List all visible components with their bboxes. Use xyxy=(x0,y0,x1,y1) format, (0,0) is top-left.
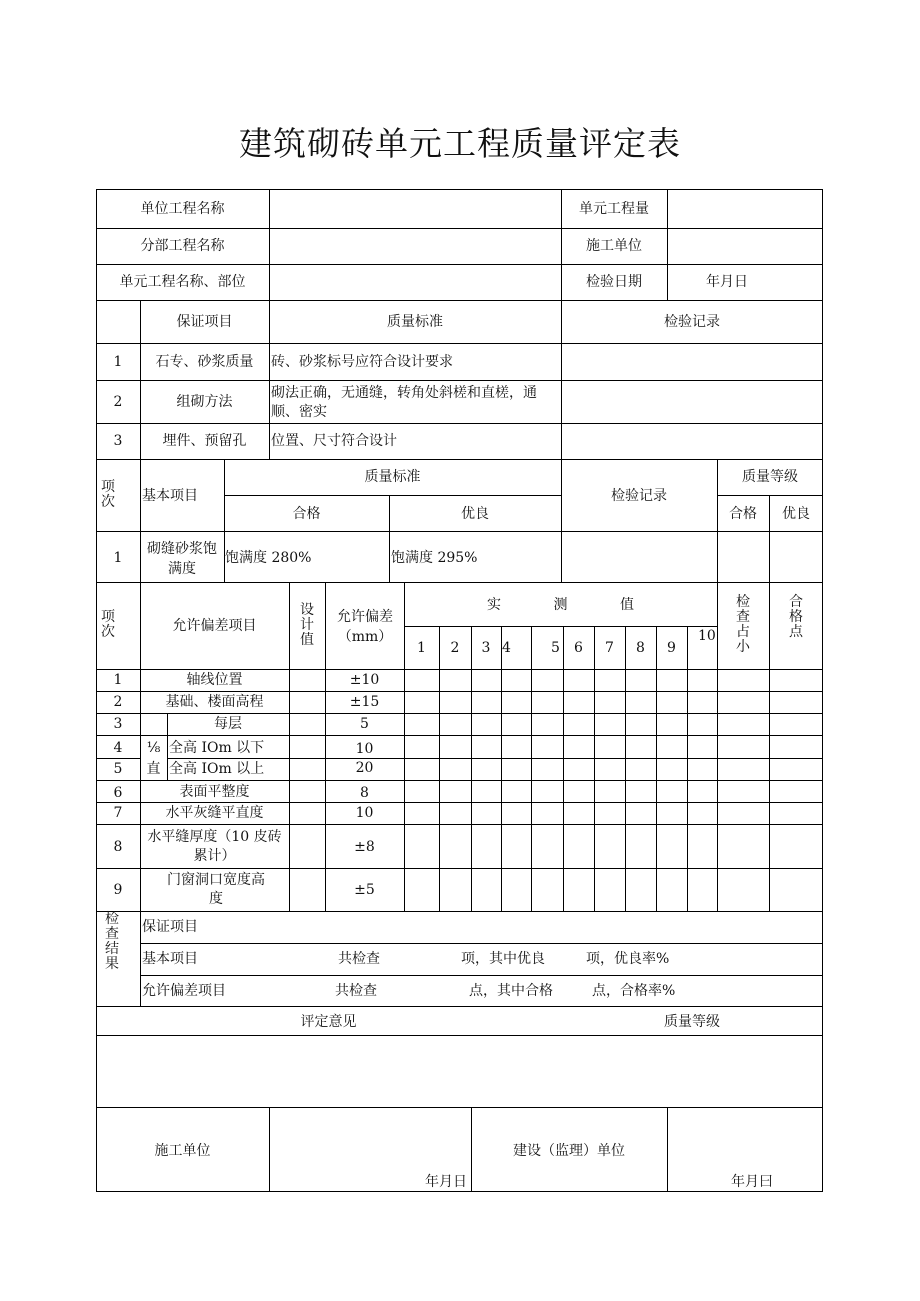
tolerance-row-item: 水平缝厚度（10 皮砖累计） xyxy=(147,829,282,864)
guarantee-row-standard: 砖、砂浆标号应符合设计要求 xyxy=(271,354,453,370)
tolerance-row-item: 轴线位置 xyxy=(186,672,243,688)
tolerance-row-allow: ±5 xyxy=(354,882,375,898)
tolerance-row-no: 2 xyxy=(113,694,123,710)
subdivision-name-label: 分部工程名称 xyxy=(140,238,225,254)
basic-row-pass: 饱满度 280% xyxy=(225,550,312,566)
signoff-date-right: 年月曰 xyxy=(731,1174,773,1190)
tolerance-col-pass-points: 合格点 xyxy=(789,594,803,640)
measure-num: 7 xyxy=(605,640,614,656)
tolerance-row-allow: 10 xyxy=(355,741,374,757)
basic-row-no: 1 xyxy=(113,550,123,566)
result-basic-label: 基本项目 xyxy=(142,951,198,967)
tolerance-row-no: 3 xyxy=(113,716,123,732)
result-basic-excellent: 项，其中优良 xyxy=(461,951,545,967)
tolerance-row-allow: ±8 xyxy=(354,839,375,855)
signoff-date-left: 年月日 xyxy=(425,1174,467,1190)
tolerance-row-allow: 10 xyxy=(355,805,374,821)
measure-num: 2 xyxy=(450,640,460,656)
result-label: 检查结果 xyxy=(105,911,119,972)
signoff-construction-unit: 施工单位 xyxy=(154,1143,211,1159)
basic-col-excellent: 优良 xyxy=(461,506,489,522)
tolerance-col-no: 项次 xyxy=(101,609,115,640)
basic-grade-excellent: 优良 xyxy=(782,506,810,522)
result-tol-rate: 点，合格率% xyxy=(592,983,676,999)
tolerance-row-no: 7 xyxy=(113,805,123,821)
assessment-opinion-label: 评定意见 xyxy=(300,1014,357,1030)
unit-work-name-part-label: 单元工程名称、部位 xyxy=(119,274,246,290)
measure-num: 6 xyxy=(574,640,583,656)
construction-unit-label: 施工单位 xyxy=(586,238,642,254)
measure-num: 1 xyxy=(417,640,426,656)
measure-num: 3 xyxy=(481,640,491,656)
guarantee-col-record: 检验记录 xyxy=(664,314,720,330)
tolerance-row-no: 6 xyxy=(113,785,123,801)
tolerance-row-item: 全高 IOm 以下 xyxy=(169,740,265,756)
tolerance-row-no: 1 xyxy=(113,672,123,688)
result-tolerance-label: 允许偏差项目 xyxy=(142,983,226,999)
tolerance-col-measured: 实 测 值 xyxy=(487,597,634,613)
tolerance-row-item: 水平灰缝平直度 xyxy=(165,805,264,821)
measure-num: 8 xyxy=(636,640,645,656)
guarantee-row-standard: 砌法正确，无通缝，转角处斜槎和直槎，通顺、密实 xyxy=(271,385,537,420)
result-basic-checked: 共检查 xyxy=(338,951,380,967)
guarantee-row-item: 埋件、预留孔 xyxy=(162,433,247,449)
guarantee-row-no: 3 xyxy=(113,433,123,449)
result-tol-pass: 点，其中合格 xyxy=(469,983,553,999)
vertical-char: 直 xyxy=(146,761,161,777)
guarantee-col-item: 保证项目 xyxy=(176,314,233,330)
basic-col-pass: 合格 xyxy=(292,506,321,522)
measure-num: 5 xyxy=(551,640,560,656)
measure-num: 9 xyxy=(667,640,676,656)
tolerance-row-no: 4 xyxy=(113,740,123,756)
inspection-date-label: 检验日期 xyxy=(586,274,642,290)
tolerance-row-item: 基础、楼面高程 xyxy=(165,694,264,710)
guarantee-col-standard: 质量标准 xyxy=(387,314,443,330)
result-guarantee-label: 保证项目 xyxy=(142,919,198,935)
tolerance-row-no: 8 xyxy=(113,839,123,855)
tolerance-row-no: 9 xyxy=(113,882,123,898)
tolerance-row-item: 表面平整度 xyxy=(179,784,250,800)
inspection-date-value: 年月日 xyxy=(706,274,748,290)
signoff-owner-unit: 建设（监理）单位 xyxy=(513,1143,625,1159)
tolerance-row-no: 5 xyxy=(113,761,123,777)
guarantee-row-no: 2 xyxy=(113,394,123,410)
basic-row-item: 砌缝砂浆饱满度 xyxy=(147,541,217,577)
basic-col-item: 基本项目 xyxy=(142,488,198,504)
tolerance-col-item: 允许偏差项目 xyxy=(172,618,257,634)
basic-col-grade: 质量等级 xyxy=(742,469,798,485)
tolerance-row-allow: ±15 xyxy=(349,694,380,710)
unit-work-quantity-label: 单元工程量 xyxy=(579,201,649,217)
guarantee-row-standard: 位置、尺寸符合设计 xyxy=(271,433,397,449)
unit-project-name-label: 单位工程名称 xyxy=(140,201,225,217)
tolerance-row-allow: ±10 xyxy=(349,672,380,688)
tolerance-row-allow: 8 xyxy=(360,785,369,801)
guarantee-row-no: 1 xyxy=(113,354,123,370)
result-tol-checked: 共检查 xyxy=(335,983,377,999)
vertical-prefix: ⅛ xyxy=(146,740,161,756)
assessment-grade-label: 质量等级 xyxy=(664,1014,720,1030)
guarantee-row-item: 组砌方法 xyxy=(176,394,233,410)
tolerance-col-check-points: 检查占小 xyxy=(736,594,750,655)
tolerance-row-item: 门窗洞口宽度高度 xyxy=(167,872,265,907)
basic-col-no: 项次 xyxy=(101,479,115,510)
basic-grade-pass: 合格 xyxy=(729,506,757,522)
basic-row-excellent: 饱满度 295% xyxy=(391,550,478,566)
basic-col-standard: 质量标准 xyxy=(364,469,421,485)
tolerance-row-allow: 5 xyxy=(360,716,369,732)
page-title: 建筑砌砖单元工程质量评定表 xyxy=(239,124,681,163)
measure-num: 10 xyxy=(698,628,716,644)
tolerance-col-allow: 允许偏差（mm） xyxy=(337,609,393,645)
tolerance-col-design: 设计值 xyxy=(300,602,314,648)
tolerance-row-item: 每层 xyxy=(214,716,242,732)
result-basic-rate: 项，优良率% xyxy=(586,951,670,967)
basic-col-record: 检验记录 xyxy=(611,488,667,504)
tolerance-row-allow: 20 xyxy=(355,760,374,776)
tolerance-row-item: 全高 IOm 以上 xyxy=(169,761,265,777)
measure-num: 4 xyxy=(502,640,511,656)
guarantee-row-item: 石专、砂浆质量 xyxy=(155,354,254,370)
